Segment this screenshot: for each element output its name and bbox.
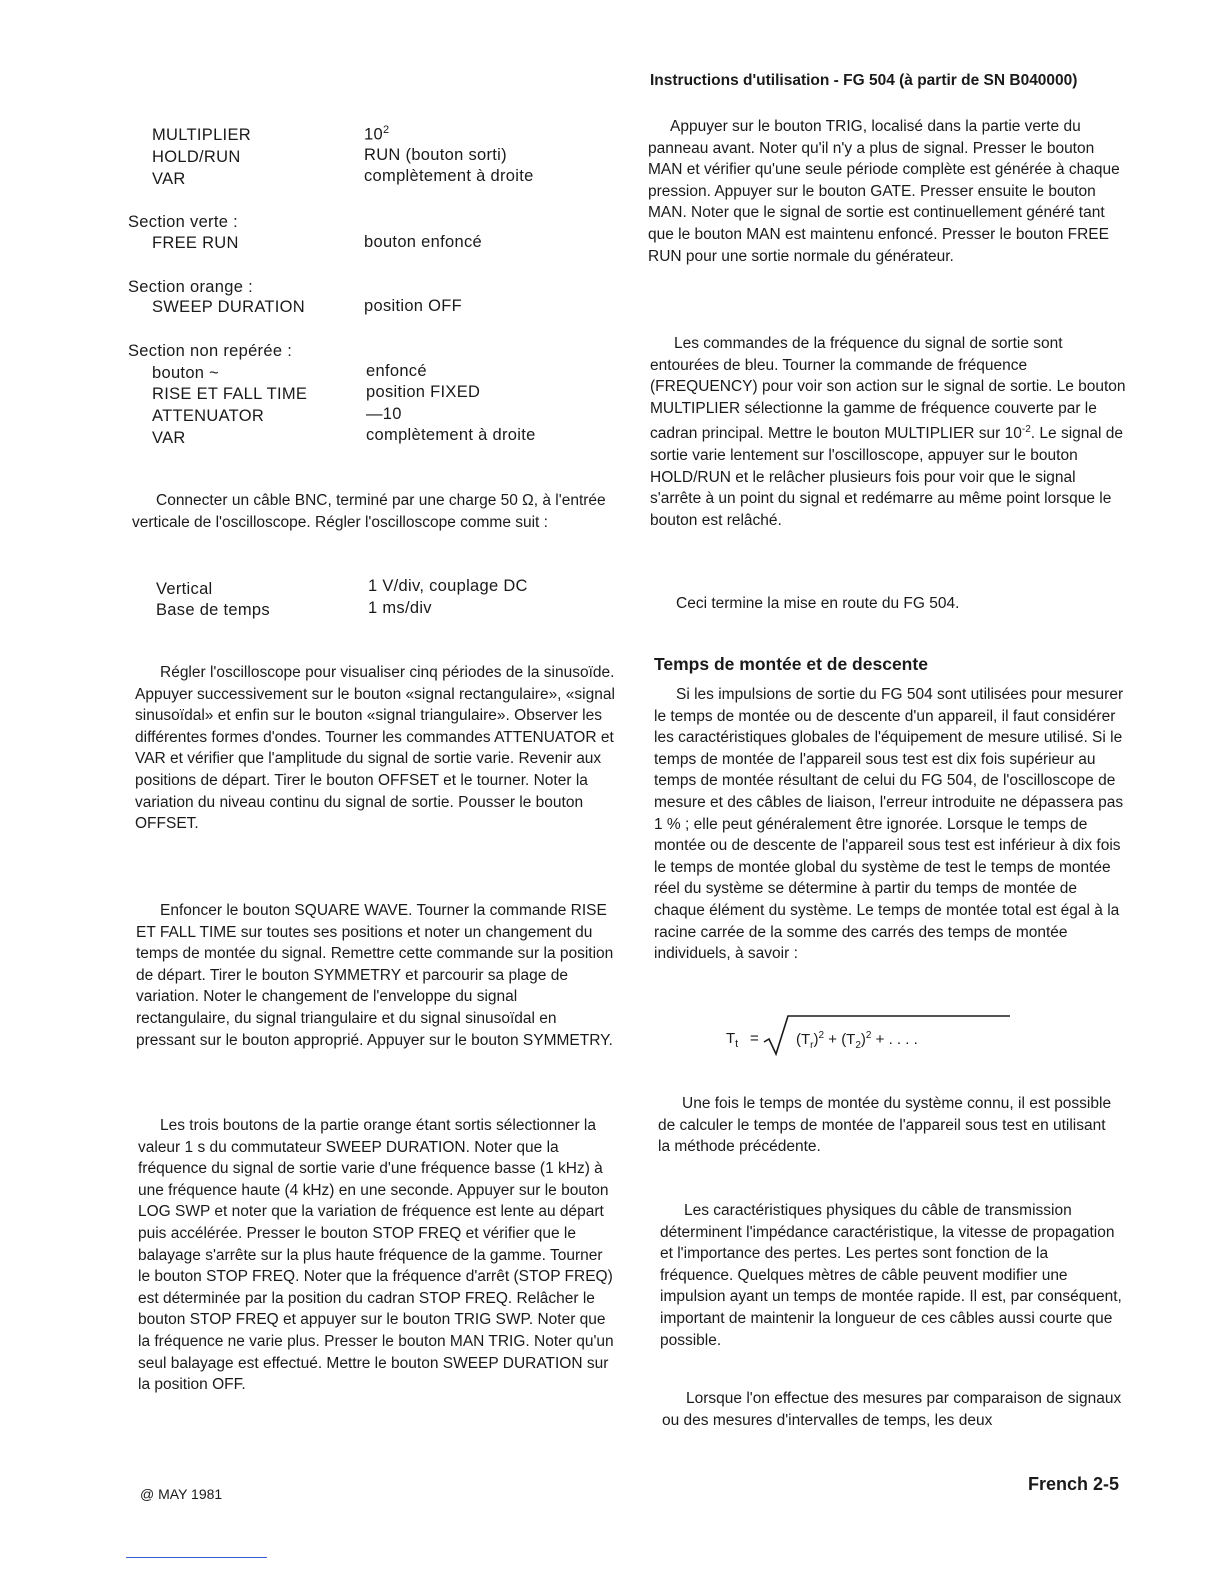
setting-value: —10	[366, 405, 402, 423]
section-title: Section verte :	[128, 213, 238, 231]
setting-value-exponent: 2	[382, 124, 390, 136]
paragraph	[660, 1200, 1124, 1351]
paragraph-text: Les trois boutons de la partie orange étant sortis sélectionner la valeur 1 s du commutateur SWEEP DURATION. Noter que la fréquence du signal de sortie varie d'une fréquence basse (1 kHz) à une fréquence haute (4 kHz) en une seconde. Appuyer sur le bouton LOG SWP et noter que la variation de fréquence est lente au départ puis accélérée. Presser le bouton STOP FREQ et vérifier que le balayage s'arrête sur la plus haute fréquence de la gamme. Tourner le bouton STOP FREQ. Noter que la fréquence d'arrêt (STOP FREQ) est déterminée par la position du cadran STOP FREQ. Relâcher le bouton STOP FREQ et appuyer sur le bouton TRIG SWP. Noter que la fréquence ne varie plus. Presser le bouton MAN TRIG. Noter qu'un seul balayage est effectué. Mettre le bouton SWEEP DURATION sur la position OFF.	[138, 1117, 614, 1394]
paragraph	[136, 900, 614, 1051]
setting-label: VAR	[152, 429, 186, 447]
setting-label: RISE ET FALL TIME	[152, 385, 308, 403]
paragraph-text: Enfoncer le bouton SQUARE WAVE. Tourner la commande RISE ET FALL TIME sur toutes ses positions et noter un changement du temps de montée du signal. Remettre cette commande sur la position de départ. Tirer le bouton SYMMETRY et parcourir sa plage de variation. Noter le changement de l'enveloppe du signal rectangulaire, du signal triangulaire et du signal sinusoïdal en pressant sur le bouton approprié. Appuyer sur le bouton SYMMETRY.	[136, 902, 614, 1049]
paragraph-text	[650, 333, 1128, 532]
setting-value-text: 10	[364, 125, 383, 144]
formula-tail: + . . . .	[871, 1031, 918, 1048]
formula-plus: +	[824, 1031, 842, 1048]
paragraph	[132, 490, 616, 533]
setting-value: position FIXED	[366, 383, 481, 401]
paragraph	[654, 684, 1130, 965]
formula-body	[796, 1030, 918, 1051]
paragraph-text: Si les impulsions de sortie du FG 504 sont utilisées pour mesurer le temps de montée ou de descente d'un appareil, il faut considérer les caractéristiques globales de l'équipement de mesure utilisé. Si le temps de montée de l'appareil sous test est dix fois supérieur au temps de montée résultant de celui du FG 504, de l'oscilloscope de mesure et des câbles de liaison, l'erreur introduite ne dépassera pas 1 % ; elle peut généralement être ignorée. Lorsque le temps de montée ou de descente de l'appareil sous test est inférieur à dix fois le temps de montée global du système de test le temps de montée réel du système se détermine à partir du temps de montée de chaque élément du système. Le temps de montée total est égal à la racine carrée de la somme des carrés des temps de montée individuels, à savoir :	[654, 686, 1124, 963]
setting-value: position OFF	[364, 297, 463, 315]
setting-label: bouton ~	[152, 364, 220, 382]
section-title: Section non repérée :	[128, 342, 293, 360]
paragraph	[658, 1093, 1116, 1158]
setting-value: 1 V/div, couplage DC	[368, 577, 528, 595]
exponent: -2	[1021, 424, 1031, 436]
paragraph-text: Les caractéristiques physiques du câble de transmission déterminent l'impédance caractéristique, la vitesse de propagation et l'importance des pertes. Les pertes sont fonction de la fréquence. Quelques mètres de câble peuvent modifier une impulsion ayant un temps de montée rapide. Il est, par conséquent, important de maintenir la longueur de ces câbles aussi courte que possible.	[660, 1202, 1122, 1349]
formula-term: (T	[796, 1031, 811, 1048]
footer-date: @ MAY 1981	[140, 1486, 223, 1502]
running-header: Instructions d'utilisation - FG 504 (à partir de SN B040000)	[650, 72, 1078, 89]
page-number: French 2-5	[1028, 1474, 1120, 1494]
setting-value: complètement à droite	[366, 426, 536, 444]
paragraph-text: Connecter un câble BNC, terminé par une charge 50 Ω, à l'entrée verticale de l'oscilloscope. Régler l'oscilloscope comme suit :	[132, 492, 606, 531]
paragraph	[676, 593, 1076, 615]
formula-equals: =	[750, 1030, 759, 1047]
paragraph-text: Régler l'oscilloscope pour visualiser cinq périodes de la sinusoïde. Appuyer successivement sur le bouton «signal rectangulaire», «signal sinusoïdal» et enfin sur le bouton «signal triangulaire». Observer les différentes formes d'ondes. Tourner les commandes ATTENUATOR et VAR et vérifier que l'amplitude du signal de sortie varie. Revenir aux positions de départ. Tirer le bouton OFFSET et le tourner. Noter la variation du niveau continu du signal de sortie. Pousser le bouton OFFSET.	[135, 664, 615, 833]
setting-value: RUN (bouton sorti)	[364, 146, 507, 164]
setting-label: MULTIPLIER	[152, 126, 251, 144]
paragraph-text: Appuyer sur le bouton TRIG, localisé dans la partie verte du panneau avant. Noter qu'il n'y a plus de signal. Presser le bouton MAN et vérifier qu'une seule période complète est générée à chaque pression. Appuyer sur le bouton GATE. Presser ensuite le bouton MAN. Noter que le signal de sortie est continuellement généré tant que le bouton MAN est maintenu enfoncé. Presser le bouton FREE RUN pour une sortie normale du générateur.	[648, 118, 1120, 265]
paragraph	[135, 662, 622, 835]
formula-term: (T	[841, 1031, 856, 1048]
formula-sup: 2	[818, 1030, 825, 1041]
formula-lhs-letter: T	[726, 1030, 736, 1047]
setting-value: 1 ms/div	[368, 599, 432, 617]
paragraph-text: Une fois le temps de montée du système connu, il est possible de calculer le temps de montée de l'appareil sous test en utilisant la méthode précédente.	[658, 1095, 1112, 1156]
paragraph	[650, 333, 1128, 532]
setting-value	[364, 124, 389, 145]
setting-label: VAR	[152, 170, 186, 188]
setting-label: Vertical	[156, 580, 213, 598]
paragraph-text-part: Les commandes de la fréquence du signal de sortie sont entourées de bleu. Tourner la commande de fréquence (FREQUENCY) pour voir son action sur le signal de sortie. Le bouton MULTIPLIER sélectionne la gamme de fréquence couverte par le cadran principal. Mettre le bouton MULTIPLIER sur 10	[650, 335, 1126, 443]
paragraph-text: Lorsque l'on effectue des mesures par comparaison de signaux ou des mesures d'intervalles de temps, les deux	[662, 1390, 1122, 1429]
setting-value: complètement à droite	[364, 167, 534, 185]
formula-term: )	[860, 1031, 866, 1048]
section-title: Section orange :	[128, 278, 253, 296]
setting-label: ATTENUATOR	[152, 407, 265, 425]
formula-sup: 2	[865, 1030, 872, 1041]
formula-sub: 2	[855, 1040, 861, 1051]
setting-label: HOLD/RUN	[152, 148, 241, 166]
formula-term: )	[813, 1031, 819, 1048]
setting-label: FREE RUN	[152, 234, 239, 252]
paragraph	[648, 116, 1126, 267]
footer-rule	[126, 1557, 267, 1558]
formula-lhs-sub: t	[735, 1038, 739, 1050]
formula-lhs	[726, 1030, 738, 1050]
paragraph	[138, 1115, 616, 1396]
rise-time-formula	[726, 1012, 986, 1058]
setting-value: bouton enfoncé	[364, 233, 482, 251]
section-heading: Temps de montée et de descente	[654, 654, 928, 674]
setting-value: enfoncé	[366, 362, 427, 380]
setting-label: Base de temps	[156, 601, 270, 619]
paragraph	[662, 1388, 1122, 1431]
paragraph-text: Ceci termine la mise en route du FG 504.	[676, 595, 960, 612]
formula-sub: r	[810, 1040, 814, 1051]
paragraph-text-part: . Le signal de sortie varie lentement sur l'oscilloscope, appuyer sur le bouton HOLD/RUN et le relâcher plusieurs fois pour voir que le signal s'arrête à un point du signal et redémarre au même point lorsque le bouton est relâché.	[650, 425, 1124, 529]
setting-label: SWEEP DURATION	[152, 298, 306, 316]
